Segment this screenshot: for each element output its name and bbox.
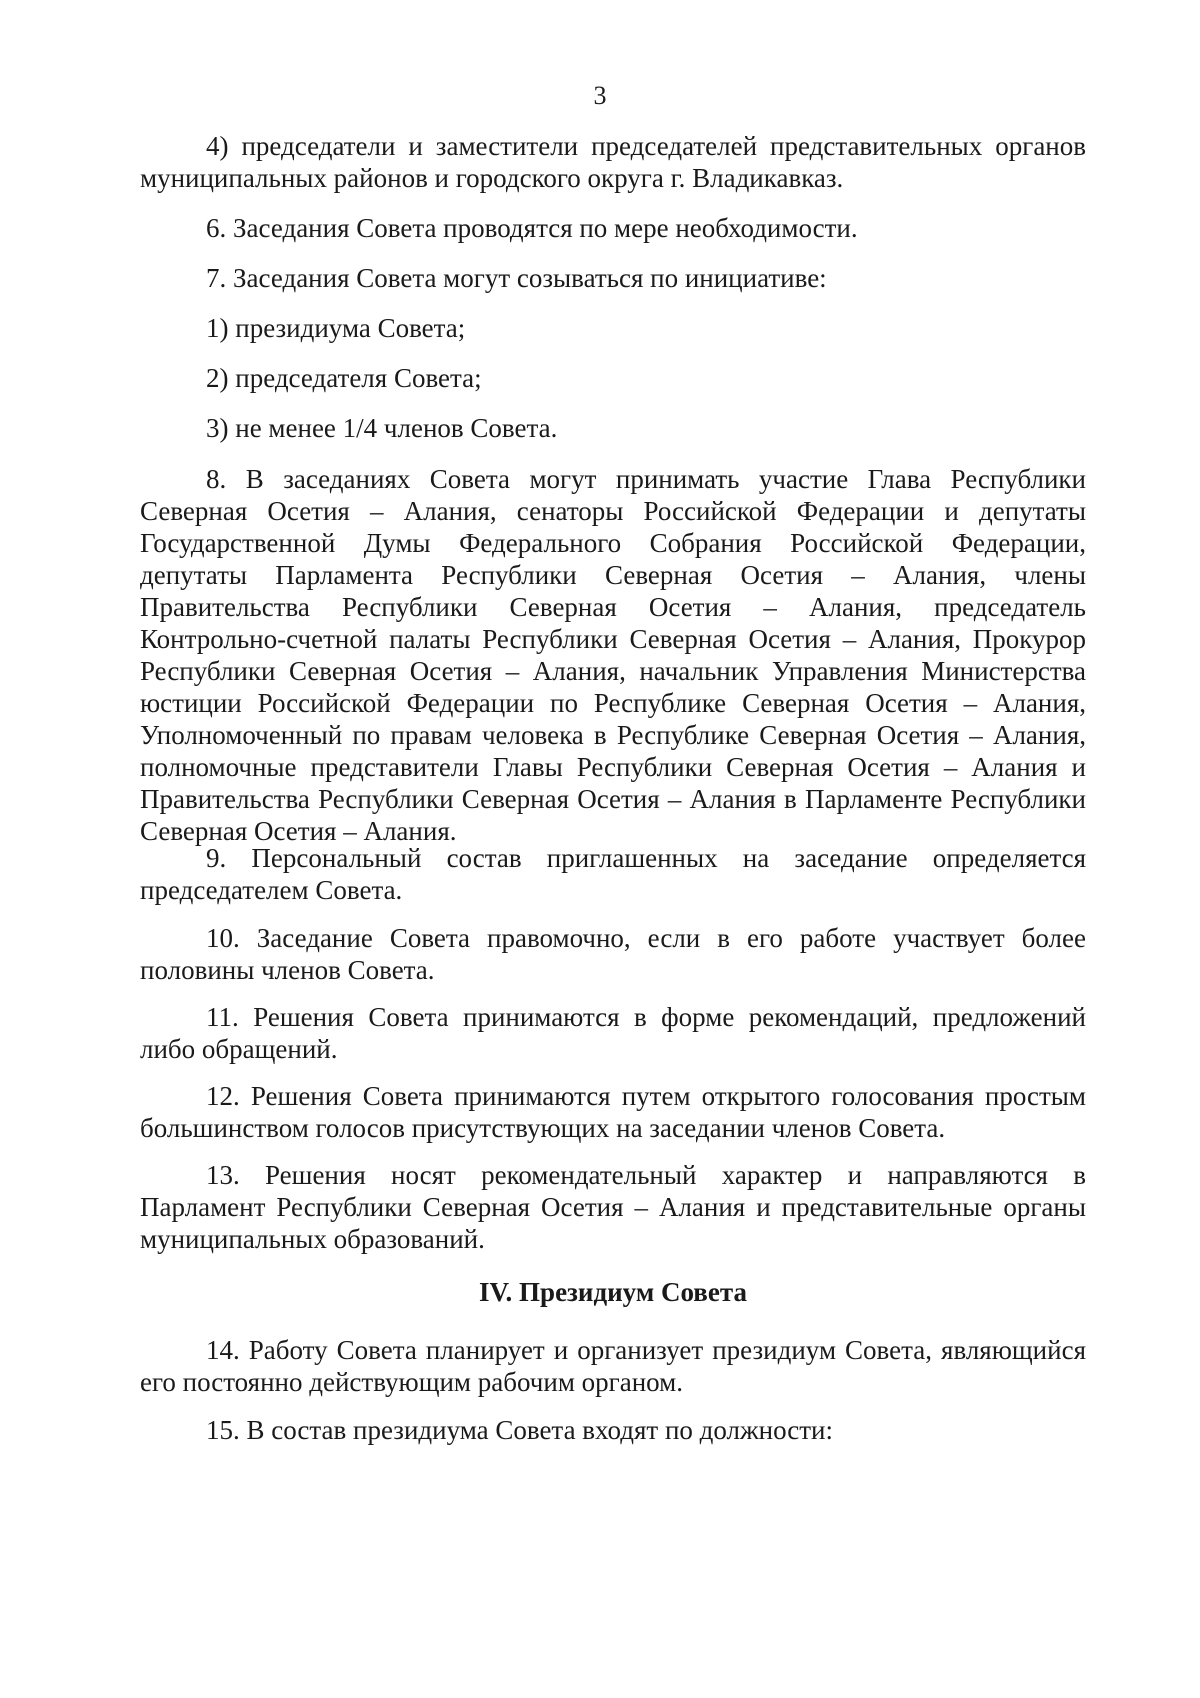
paragraph-14-presidium: 14. Работу Совета планирует и организует президиум Совета, являющийся его постоянно действующим рабочим органом. xyxy=(140,1335,1086,1397)
paragraph-15-composition: 15. В состав президиума Совета входят по должности: xyxy=(206,1415,834,1445)
page-number: 3 xyxy=(593,81,607,110)
section-heading: IV. Президиум Совета xyxy=(479,1277,747,1307)
paragraph-9-invited: 9. Персональный состав приглашенных на заседание определяется председателем Совета. xyxy=(140,843,1086,905)
paragraph-6-meetings: 6. Заседания Совета проводятся по мере необходимости. xyxy=(206,213,858,243)
paragraph-13-recommendations: 13. Решения носят рекомендательный характер и направляются в Парламент Республики Северная Осетия – Алания и представительные органы муниципальных образований. xyxy=(140,1160,1086,1254)
paragraph-7-initiative: 7. Заседания Совета могут созываться по инициативе: xyxy=(206,263,827,293)
list-item-3: 3) не менее 1/4 членов Совета. xyxy=(206,413,558,443)
paragraph-12-voting: 12. Решения Совета принимаются путем открытого голосования простым большинством голосов присутствующих на заседании членов Совета. xyxy=(140,1081,1086,1143)
paragraph-11-decisions-form: 11. Решения Совета принимаются в форме рекомендаций, предложений либо обращений. xyxy=(140,1002,1086,1064)
paragraph-8-participants: 8. В заседаниях Совета могут принимать участие Глава Республики Северная Осетия – Алания, сенаторы Российской Федерации и депутаты Государственной Думы Федерального Собрания Российской Федерации, депутаты Парламента Республики Северная Осетия – Алания, члены Правительства Республики Северная Осетия – Алания, председатель Контрольно-счетной палаты Республики Северная Осетия – Алания, Прокурор Республики Северная Осетия – Алания, начальник Управления Министерства юстиции Российской Федерации по Республике Северная Осетия – Алания, Уполномоченный по правам человека в Республике Северная Осетия – Алания, полномочные представители Главы Республики Северная Осетия – Алания и Правительства Республики Северная Осетия – Алания в Парламенте Республики Северная Осетия – Алания. xyxy=(140,464,1086,846)
paragraph-4-chairs: 4) председатели и заместители председателей представительных органов муниципальных районов и городского округа г. Владикавказ. xyxy=(140,131,1086,193)
list-item-1: 1) президиума Совета; xyxy=(206,313,466,343)
list-item-2: 2) председателя Совета; xyxy=(206,363,482,393)
paragraph-10-quorum: 10. Заседание Совета правомочно, если в его работе участвует более половины членов Совета. xyxy=(140,923,1086,985)
